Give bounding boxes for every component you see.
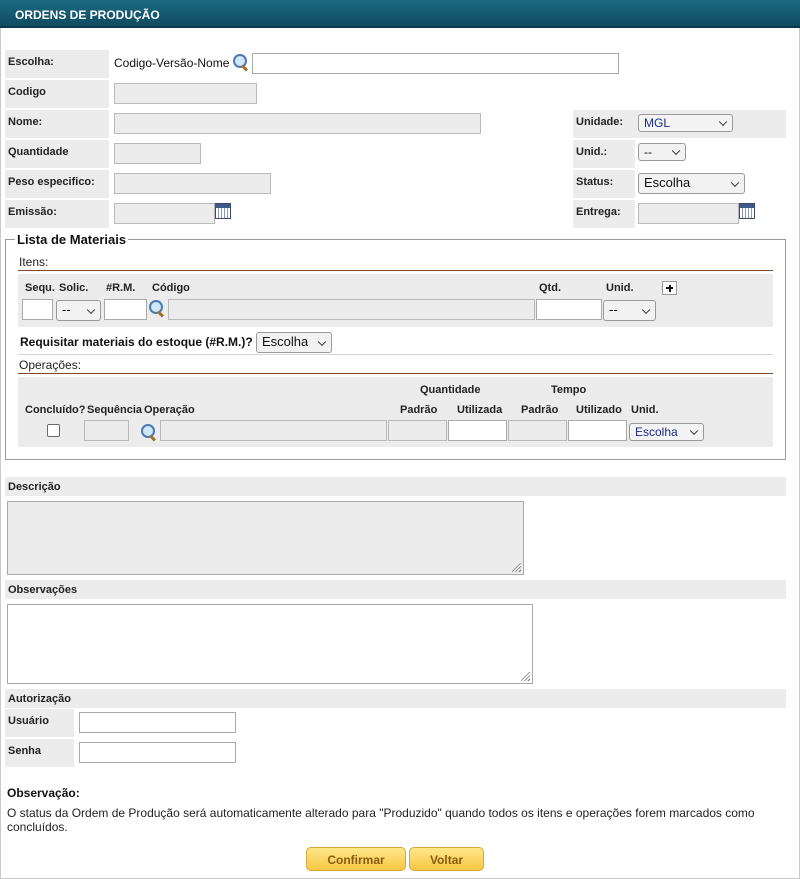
search-icon[interactable] — [148, 299, 165, 316]
col-sequ: Sequ. — [25, 282, 55, 294]
col-codigo: Código — [152, 282, 190, 294]
calendar-icon[interactable] — [215, 203, 231, 219]
itens-title: Itens: — [19, 255, 49, 269]
search-icon[interactable] — [232, 53, 249, 70]
chevron-down-icon — [672, 147, 680, 155]
usuario-label: Usuário — [5, 709, 74, 737]
utilizada-input[interactable] — [448, 420, 507, 441]
back-button[interactable]: Voltar — [409, 847, 484, 871]
col-solic: Solic. — [59, 282, 89, 294]
quantidade-label: Quantidade — [5, 140, 109, 168]
note-text: O status da Ordem de Produção será automaticamente alterado para "Produzido" quando todos os itens e operações forem marcados como concluídos. — [7, 806, 755, 834]
unidade-select[interactable] — [638, 114, 733, 132]
qtd-input[interactable] — [536, 299, 602, 320]
solic-select[interactable] — [56, 300, 101, 321]
status-label: Status: — [573, 170, 635, 198]
unid-value: -- — [644, 145, 652, 159]
col-utilizada: Utilizada — [457, 404, 503, 416]
nome-label: Nome: — [5, 110, 109, 138]
nome-field[interactable] — [114, 113, 481, 134]
chevron-down-icon — [642, 305, 650, 313]
page-title: ORDENS DE PRODUÇÃO — [0, 0, 800, 28]
col-unid: Unid. — [606, 282, 634, 294]
status-value: Escolha — [644, 175, 691, 190]
resize-grip-icon[interactable] — [512, 563, 521, 572]
resize-grip-icon[interactable] — [521, 672, 530, 681]
senha-input[interactable] — [79, 742, 236, 763]
col-qtd: Qtd. — [539, 282, 561, 294]
escolha-hint: Codigo-Versão-Nome — [114, 56, 230, 70]
emissao-label: Emissão: — [5, 200, 109, 228]
status-select[interactable] — [638, 173, 745, 194]
concluido-checkbox[interactable] — [47, 424, 60, 437]
requisitar-select[interactable] — [256, 332, 332, 353]
unid-select[interactable] — [638, 143, 686, 161]
observacoes-textarea[interactable] — [7, 604, 533, 684]
entrega-label: Entrega: — [573, 200, 635, 228]
requisitar-value: Escolha — [262, 334, 309, 349]
col-quantidade-group: Quantidade — [420, 384, 481, 396]
itens-divider — [18, 270, 773, 271]
unidade-label: Unidade: — [573, 110, 635, 138]
chevron-down-icon — [719, 118, 727, 126]
col-operacao: Operação — [144, 404, 195, 416]
sequ-input[interactable] — [22, 299, 53, 320]
col-sequencia: Sequência — [87, 404, 143, 416]
rm-input[interactable] — [104, 299, 147, 320]
escolha-label: Escolha: — [5, 50, 109, 78]
calendar-icon[interactable] — [739, 203, 755, 219]
note-title: Observação: — [7, 786, 80, 800]
peso-especifico-field[interactable] — [114, 173, 271, 194]
op-unid-value: Escolha — [635, 425, 678, 439]
chevron-down-icon — [731, 178, 739, 186]
solic-value: -- — [62, 302, 71, 317]
col-op-unid: Unid. — [631, 404, 659, 416]
unidade-value: MGL — [644, 116, 671, 130]
divider — [18, 354, 773, 355]
materials-legend: Lista de Materiais — [17, 232, 127, 247]
peso-especifico-label: Peso especifico: — [5, 170, 109, 198]
emissao-field[interactable] — [114, 203, 215, 224]
col-padrao-quantidade: Padrão — [400, 404, 438, 416]
escolha-input[interactable] — [252, 53, 619, 74]
operacao-field[interactable] — [160, 420, 387, 441]
padrao-tempo-field[interactable] — [508, 420, 567, 441]
utilizado-input[interactable] — [568, 420, 627, 441]
codigo-item-field[interactable] — [168, 299, 535, 320]
requisitar-label: Requisitar materiais do estoque (#R.M.)? — [20, 335, 253, 349]
descricao-textarea[interactable] — [7, 501, 524, 575]
descricao-label: Descrição — [5, 477, 786, 496]
chevron-down-icon — [318, 337, 326, 345]
unid-label: Unid.: — [573, 140, 635, 168]
codigo-field[interactable] — [114, 83, 257, 104]
senha-label: Senha — [5, 739, 74, 767]
item-unid-value: -- — [609, 302, 618, 317]
item-unid-select[interactable] — [603, 300, 656, 321]
codigo-label: Codigo — [5, 80, 109, 108]
operacoes-divider — [18, 373, 773, 374]
chevron-down-icon — [87, 305, 95, 313]
usuario-input[interactable] — [79, 712, 236, 733]
quantidade-field[interactable] — [114, 143, 201, 164]
col-utilizado: Utilizado — [576, 404, 622, 416]
col-concluido: Concluído? — [25, 404, 86, 416]
entrega-field[interactable] — [638, 203, 739, 224]
observacoes-label: Observações — [5, 580, 786, 599]
col-padrao-tempo: Padrão — [521, 404, 559, 416]
autorizacao-title: Autorização — [5, 689, 786, 708]
chevron-down-icon — [690, 427, 698, 435]
add-item-button[interactable] — [662, 281, 677, 295]
operacoes-title: Operações: — [19, 358, 82, 372]
col-tempo-group: Tempo — [551, 384, 587, 396]
search-icon[interactable] — [140, 423, 157, 440]
padrao-quantidade-field[interactable] — [388, 420, 447, 441]
sequencia-field[interactable] — [84, 420, 129, 441]
col-rm: #R.M. — [106, 282, 136, 294]
op-unid-select[interactable] — [629, 423, 704, 441]
confirm-button[interactable]: Confirmar — [306, 847, 406, 871]
